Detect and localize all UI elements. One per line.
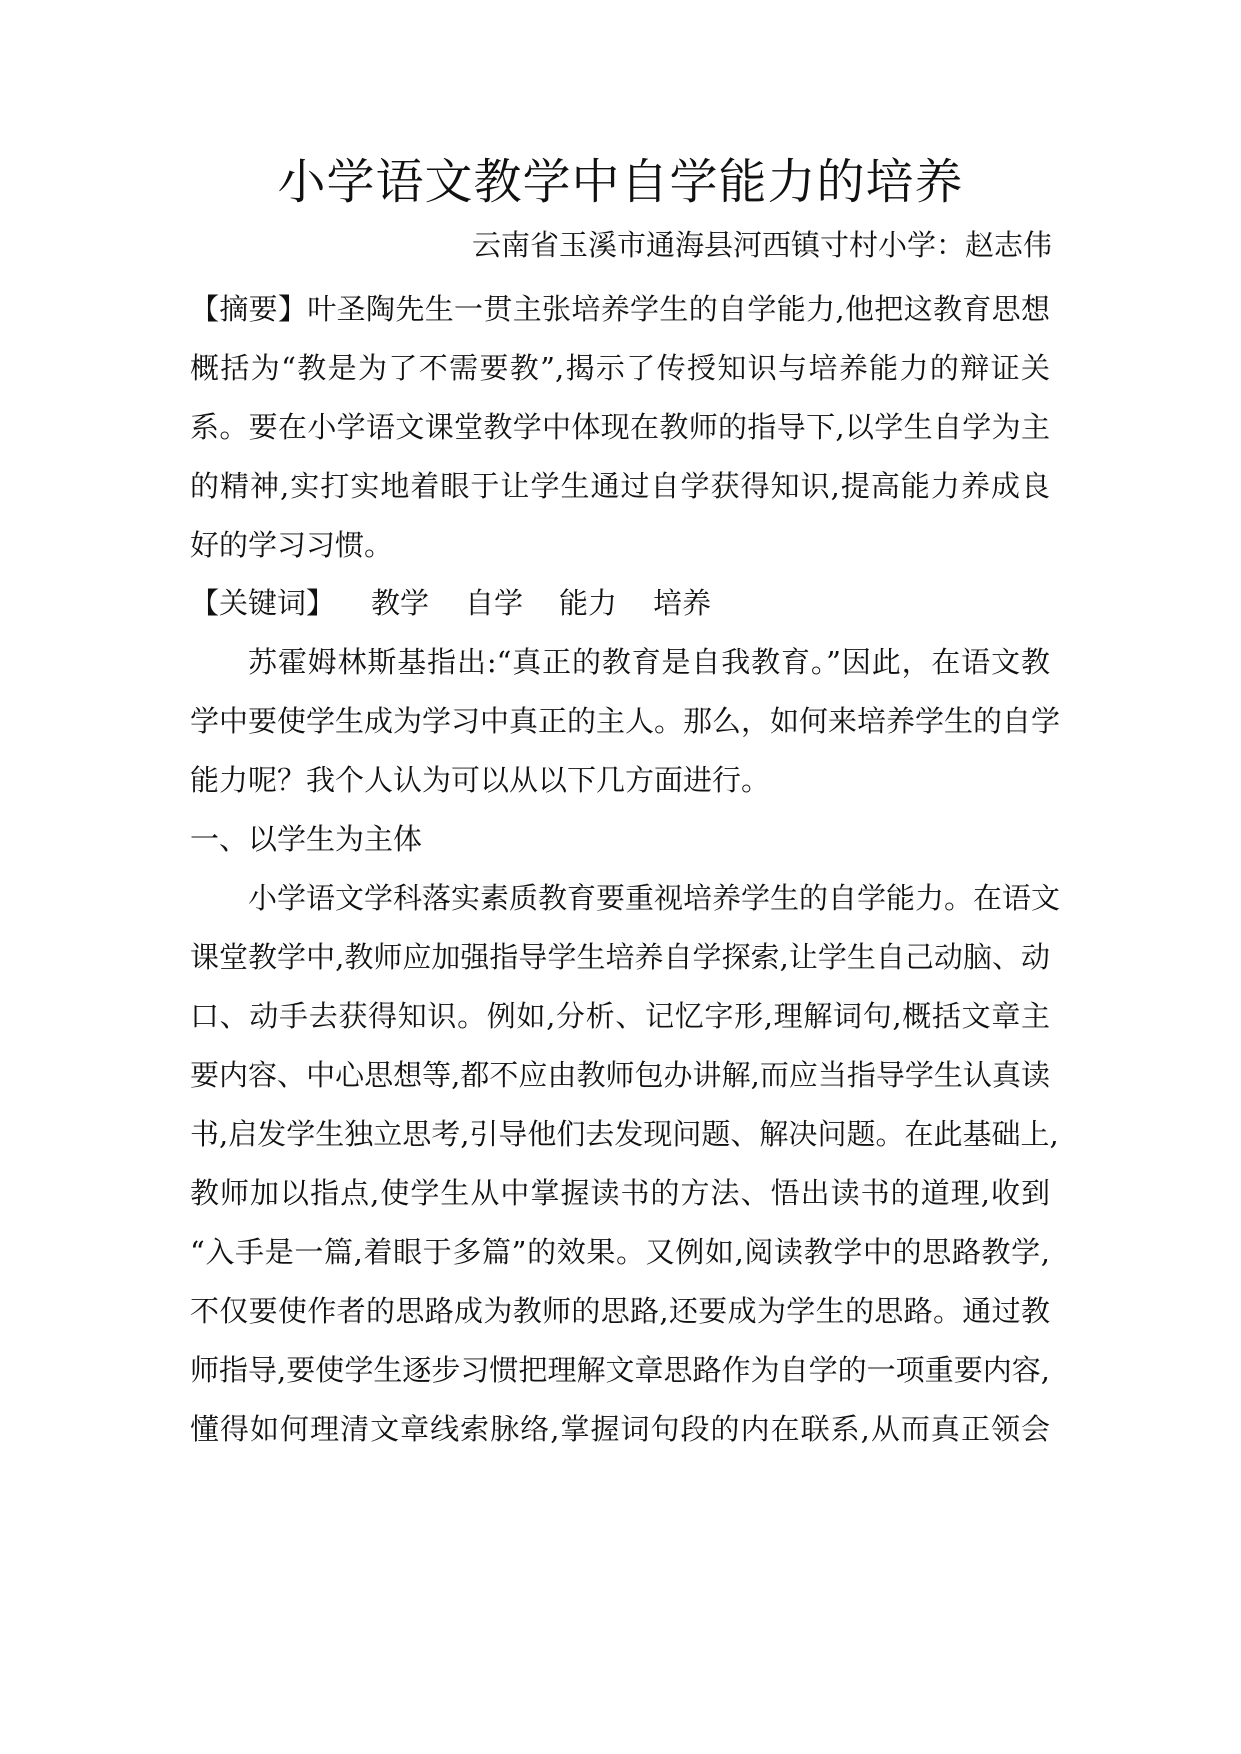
body-line: 苏霍姆林斯基指出:“真正的教育是自我教育。”因此，在语文教 (248, 645, 1050, 679)
keyword-item: 能力 (559, 586, 618, 620)
keyword-item: 培养 (653, 586, 712, 620)
body-line: 教师加以指点,使学生从中掌握读书的方法、悟出读书的道理,收到 (190, 1176, 1050, 1210)
abstract-line: 好的学习习惯。 (190, 528, 394, 562)
abstract-line: 【摘要】叶圣陶先生一贯主张培养学生的自学能力,他把这教育思想 (190, 292, 1050, 326)
body-line: 课堂教学中,教师应加强指导学生培养自学探索,让学生自己动脑、动 (190, 940, 1050, 974)
abstract-line: 概括为“教是为了不需要教”,揭示了传授知识与培养能力的辩证关 (190, 351, 1050, 385)
body-line: 不仅要使作者的思路成为教师的思路,还要成为学生的思路。通过教 (190, 1294, 1050, 1328)
abstract-line: 系。要在小学语文课堂教学中体现在教师的指导下,以学生自学为主 (190, 410, 1050, 444)
body-line: 小学语文学科落实素质教育要重视培养学生的自学能力。在语文 (248, 881, 1061, 915)
keywords-line (190, 581, 1050, 625)
keyword-item: 自学 (465, 586, 524, 620)
body-line: 师指导,要使学生逐步习惯把理解文章思路作为自学的一项重要内容, (190, 1353, 1050, 1387)
section-heading: 一、以学生为主体 (190, 822, 423, 856)
body-line: 学中要使学生成为学习中真正的主人。那么，如何来培养学生的自学 (190, 704, 1061, 738)
keyword-item: 教学 (371, 586, 430, 620)
body-line: 口、动手去获得知识。例如,分析、记忆字形,理解词句,概括文章主 (190, 999, 1050, 1033)
document-title: 小学语文教学中自学能力的培养 (277, 154, 964, 210)
body-line: 书,启发学生独立思考,引导他们去发现问题、解决问题。在此基础上, (190, 1117, 1059, 1151)
abstract-line: 的精神,实打实地着眼于让学生通过自学获得知识,提高能力养成良 (190, 469, 1050, 503)
body-line: 懂得如何理清文章线索脉络,掌握词句段的内在联系,从而真正领会 (190, 1412, 1050, 1446)
body-line: “入手是一篇,着眼于多篇”的效果。又例如,阅读教学中的思路教学, (190, 1235, 1050, 1269)
body-line: 要内容、中心思想等,都不应由教师包办讲解,而应当指导学生认真读 (190, 1058, 1050, 1092)
body-line: 能力呢？我个人认为可以从以下几方面进行。 (190, 763, 771, 797)
keywords-label: 【关键词】 (190, 586, 336, 620)
author-line: 云南省玉溪市通海县河西镇寸村小学：赵志伟 (471, 228, 1052, 262)
